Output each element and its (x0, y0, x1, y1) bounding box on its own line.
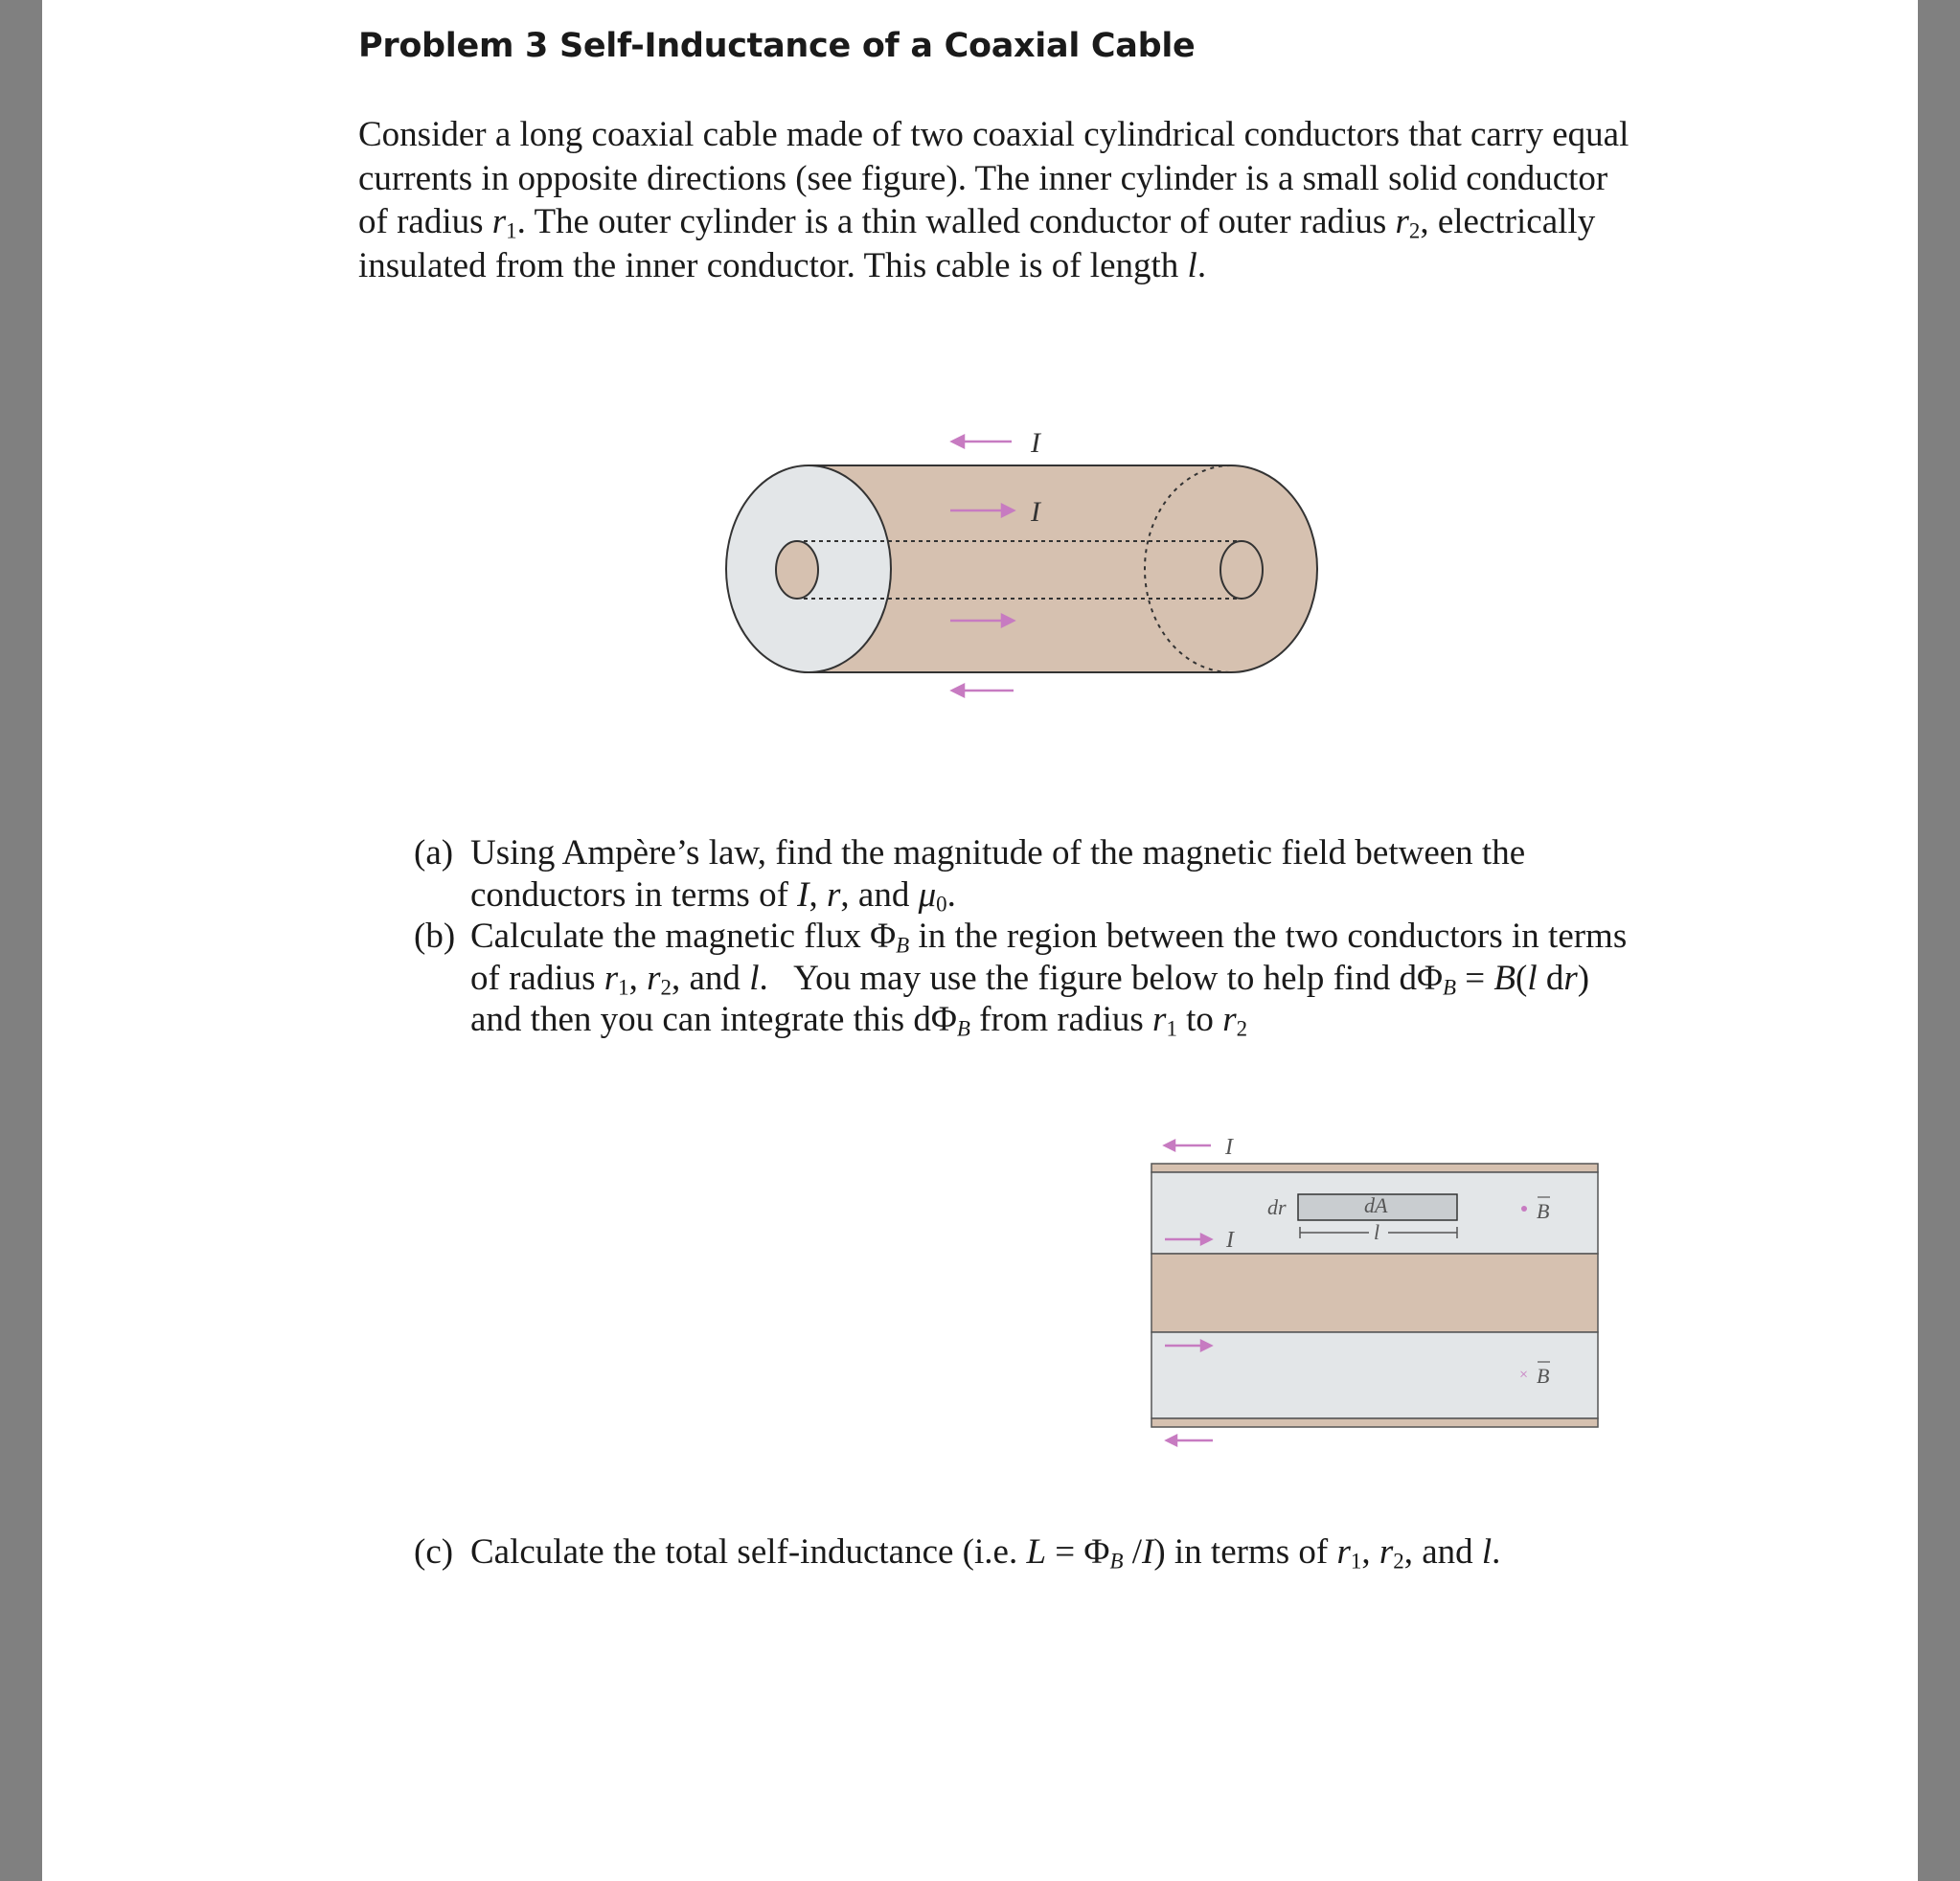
field-out-of-page-dot (1521, 1206, 1527, 1212)
cross-section-figure (1134, 1119, 1623, 1449)
question-c-label: (c) (414, 1532, 454, 1572)
question-b-label: (b) (414, 917, 456, 956)
current-arrow-outer-top (952, 436, 1012, 447)
inner-conductor-face (776, 541, 818, 599)
label-I-top: I (1225, 1135, 1233, 1160)
current-arrow-outer-bottom (952, 685, 1014, 696)
field-into-page-cross: × (1518, 1367, 1529, 1383)
outer-conductor-top (1151, 1164, 1598, 1172)
label-dr: dr (1267, 1195, 1287, 1219)
question-c-text: Calculate the total self-inductance (i.e. $L = \Phi_B$ /I) in terms of $r_1$, $r_2$, and l. (470, 1532, 1501, 1574)
intro-line-3: of radius $r_1$. The outer cylinder is a thin walled conductor of outer radius $r_2$, electrically (358, 202, 1596, 243)
label-B-top: B (1537, 1199, 1550, 1223)
outer-conductor-bottom (1151, 1418, 1598, 1427)
question-b-text: Calculate the magnetic flux $\Phi_B$ in the region between the two conductors in terms of radius $r_1$, $r_2$, and l. You may use the figure below to help find $d\Phi_B = B(l$ dr) and then you can integrate this $d\Phi_B$ from radius $r_1$ to $r_2$ (470, 917, 1628, 1041)
label-B-bottom: B (1537, 1364, 1550, 1388)
question-a-text: Using Ampère’s law, find the magnitude of the magnetic field between the conductors in terms of I, r, and $\mu_0$. (470, 833, 1526, 917)
intro-line-1: Consider a long coaxial cable made of two coaxial cylindrical conductors that carry equal (358, 115, 1630, 154)
intro-line-2: currents in opposite directions (see figure). The inner cylinder is a small solid conductor (358, 158, 1608, 198)
lower-gap-region (1151, 1332, 1598, 1418)
document-page (42, 0, 1918, 1881)
question-a-label: (a) (414, 833, 454, 873)
intro-paragraph (358, 113, 1728, 287)
label-l: l (1374, 1220, 1380, 1244)
label-I-top: I (1031, 427, 1040, 459)
label-dA: dA (1364, 1193, 1388, 1217)
inner-conductor-band (1151, 1254, 1598, 1332)
current-arrow-top-left (1165, 1141, 1211, 1150)
label-I-inner: I (1031, 496, 1040, 528)
problem-title: Problem 3 Self-Inductance of a Coaxial Cable (358, 27, 1196, 65)
coaxial-cable-figure (713, 412, 1335, 718)
current-arrow-bottom-left (1167, 1436, 1213, 1445)
intro-line-4: insulated from the inner conductor. This cable is of length l. (358, 245, 1207, 285)
label-I-mid: I (1226, 1228, 1234, 1253)
